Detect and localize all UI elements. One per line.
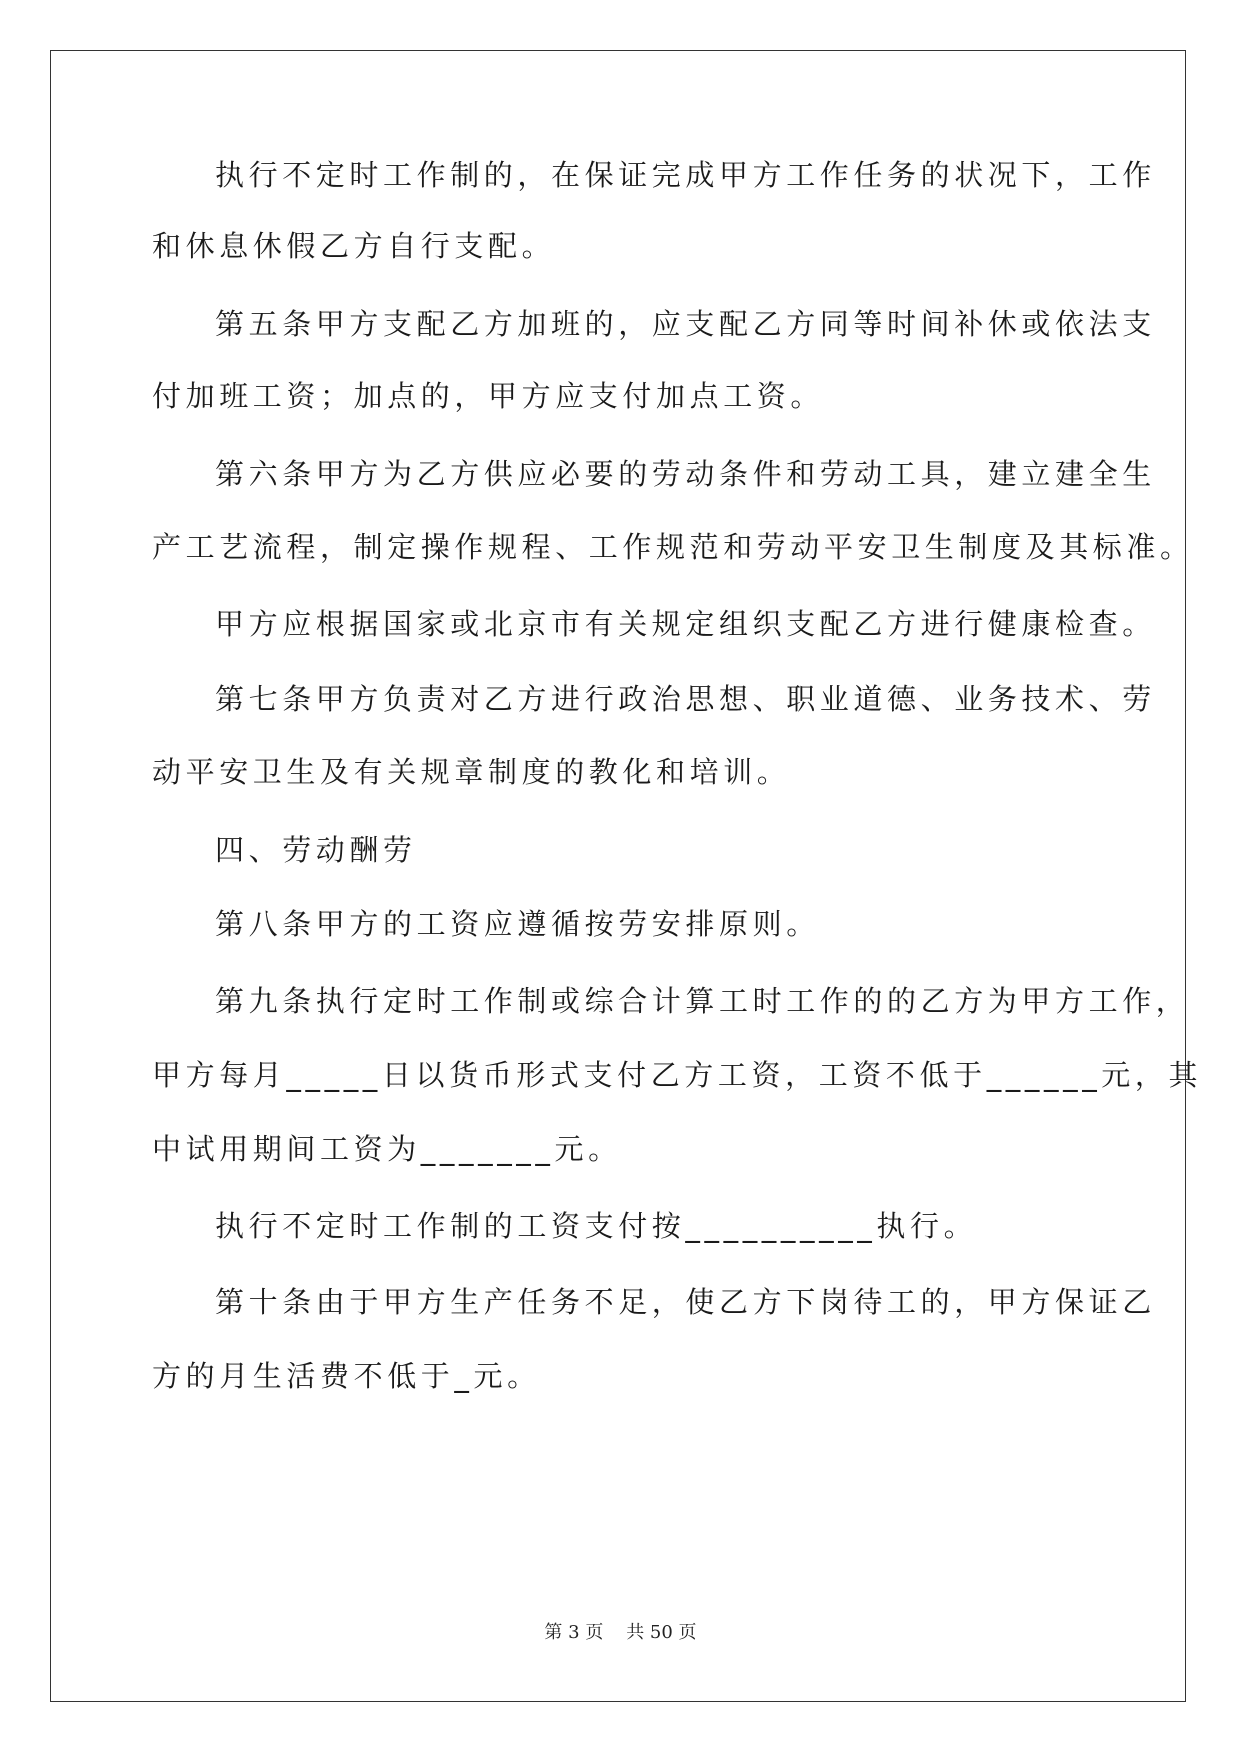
body-line: 第八条甲方的工资应遵循按劳安排原则。 <box>215 907 820 941</box>
body-line: 甲方应根据国家或北京市有关规定组织支配乙方进行健康检查。 <box>215 607 1156 641</box>
body-line: 执行不定时工作制的，在保证完成甲方工作任务的状况下，工作 <box>215 158 1156 192</box>
body-line: 第六条甲方为乙方供应必要的劳动条件和劳动工具，建立建全生 <box>215 457 1156 491</box>
body-line: 方的月生活费不低于_元。 <box>152 1359 541 1393</box>
body-line: 第九条执行定时工作制或综合计算工时工作的的乙方为甲方工作， <box>215 984 1190 1018</box>
page-number: 第 3 页 共 50 页 <box>544 1622 697 1643</box>
body-line: 执行不定时工作制的工资支付按__________执行。 <box>215 1209 978 1243</box>
body-line: 第七条甲方负责对乙方进行政治思想、职业道德、业务技术、劳 <box>215 682 1156 716</box>
body-line: 动平安卫生及有关规章制度的教化和培训。 <box>152 755 791 789</box>
body-line: 产工艺流程，制定操作规程、工作规范和劳动平安卫生制度及其标准。 <box>152 530 1194 564</box>
section-heading: 四、劳动酬劳 <box>215 833 417 867</box>
body-line: 和休息休假乙方自行支配。 <box>152 229 556 263</box>
body-line: 第十条由于甲方生产任务不足，使乙方下岗待工的，甲方保证乙 <box>215 1285 1156 1319</box>
body-line: 付加班工资；加点的，甲方应支付加点工资。 <box>152 379 825 413</box>
body-line: 中试用期间工资为_______元。 <box>152 1132 622 1166</box>
page-border <box>50 50 1186 1702</box>
body-line: 第五条甲方支配乙方加班的，应支配乙方同等时间补休或依法支 <box>215 307 1156 341</box>
body-line: 甲方每月_____日以货币形式支付乙方工资，工资不低于______元，其 <box>152 1058 1203 1092</box>
